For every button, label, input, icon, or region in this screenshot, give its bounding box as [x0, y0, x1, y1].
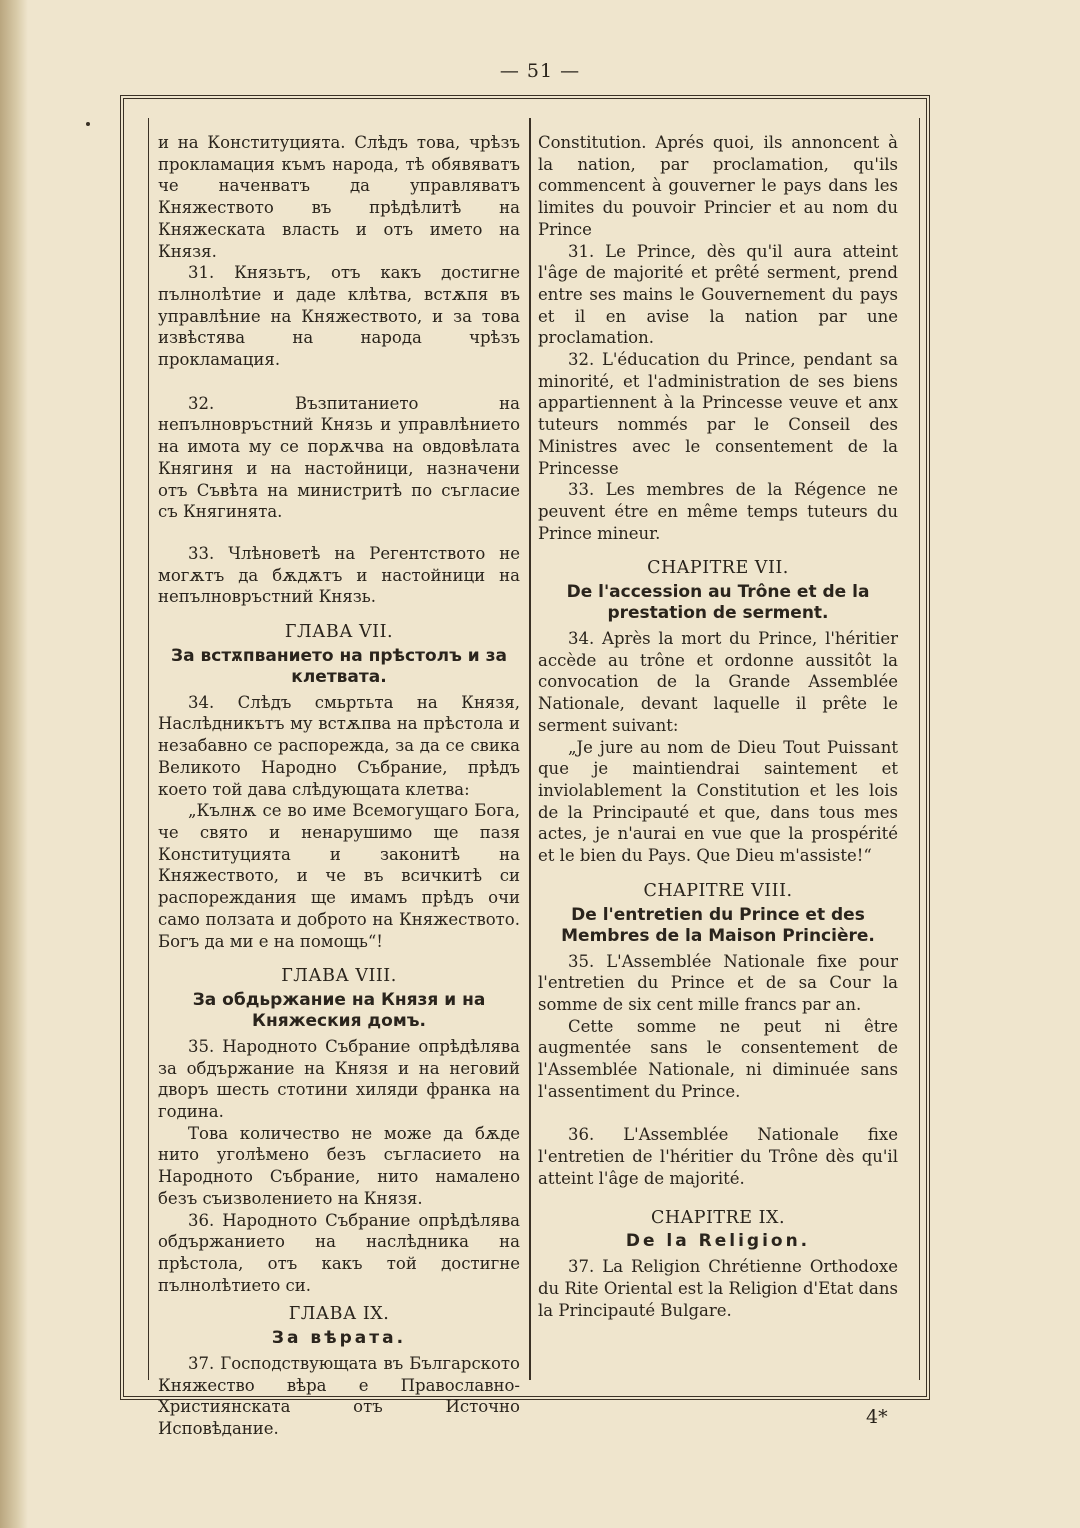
chapter-7-heading-fr: CHAPITRE VII.	[647, 558, 789, 579]
column-divider	[529, 118, 531, 1380]
chapter-7-title-fr: De l'accession au Trône et de la prestation de serment.	[566, 582, 870, 624]
french-column	[538, 132, 898, 1321]
article-33-bg: 33. Члѣноветѣ на Регентството не могѫтъ да бѫдѫтъ и настойници на непълновръстний Князь.	[158, 543, 520, 607]
oath-fr: „Je jure au nom de Dieu Tout Puissant que je maintiendrai saintement et inviolablement la Constitution et les lois de la Principauté et que, dans tous mes actes, je n'aurai en vue que la prospérité et le bien du Pays. Que Dieu m'assiste!“	[538, 737, 898, 866]
page-spine-shadow	[0, 0, 28, 1528]
chapter-9-title-bg: За вѣрата.	[271, 1328, 407, 1349]
paragraph-intro-bg: и на Конституцията. Слѣдъ това, чрѣзъ прокламация къмъ народа, тѣ обявяватъ че наченватъ да управляватъ Княжеството въ прѣдѣлитѣ на Княжеската власть и отъ името на Князя.	[158, 133, 520, 261]
signature-mark: 4*	[866, 1406, 888, 1428]
page-speck	[86, 122, 90, 126]
article-34-fr: 34. Après la mort du Prince, l'héritier accède au trône et ordonne aussitôt la convocation de la Grande Assemblée Nationale, devant laquelle il prête le serment suivant:	[538, 629, 898, 735]
article-36-bg: 36. Народното Събрание опрѣдѣлява обдържанието на наслѣдника на прѣстола, отъ какъ той достигне пълнолѣтието си.	[158, 1210, 520, 1295]
article-37-fr: 37. La Religion Chrétienne Orthodoxe du Rite Oriental est la Religion d'Etat dans la Principauté Bulgare.	[538, 1257, 898, 1320]
page-number: — 51 —	[499, 60, 581, 82]
chapter-8-heading-bg: ГЛАВА VIII.	[281, 966, 397, 987]
paragraph-intro-fr: Constitution. Aprés quoi, ils annoncent à la nation, par proclamation, qu'ils commencent à gouverner le pays dans les limites du pouvoir Princier et au nom du Prince	[538, 133, 898, 239]
chapter-7-title-bg: За встѫпванието на прѣстолъ и за клетвата.	[171, 645, 507, 687]
article-36-fr: 36. L'Assemblée Nationale fixe l'entretien de l'héritier du Trône dès qu'il atteint l'âge de majorité.	[538, 1125, 898, 1188]
chapter-7-heading-bg: ГЛАВА VII.	[284, 622, 394, 643]
article-35-fr: 35. L'Assemblée Nationale fixe pour l'entretien du Prince et de sa Cour la somme de six cent mille francs par an.	[538, 951, 898, 1014]
article-35-cont-fr: Cette somme ne peut ni être augmentée sans le consentement de l'Assemblée Nationale, ni diminuée sans l'assentiment du Prince.	[538, 1016, 898, 1101]
chapter-9-title-fr: De la Religion.	[625, 1231, 811, 1252]
article-32-fr: 32. L'éducation du Prince, pendant sa minorité, et l'administration de ses biens appartiennent à la Princesse veuve et anx tuteurs nommés par le Conseil des Ministres avec le consentement de la Princesse	[538, 350, 898, 478]
chapter-9-heading-fr: CHAPITRE IX.	[650, 1207, 786, 1228]
bulgarian-column	[158, 132, 520, 1440]
chapter-9-heading-bg: ГЛАВА IX.	[288, 1304, 390, 1325]
article-33-fr: 33. Les membres de la Régence ne peuvent étre en même temps tuteurs du Prince mineur.	[538, 480, 898, 543]
article-34-bg: 34. Слѣдъ смьртьта на Князя, Наслѣдникътъ му встѫпва на прѣстола и незабавно се распорежда, за да се свика Великото Народно Събрание, прѣдъ което той дава слѣдующата клетва:	[158, 692, 520, 799]
article-31-bg: 31. Князьтъ, отъ какъ достигне пълнолѣтие и даде клѣтва, встѫпя въ управлѣние на Княжеството, и за това извѣстява на народа чрѣзъ прокламация.	[158, 263, 520, 370]
chapter-8-title-fr: De l'entretien du Prince et des Membres de la Maison Princière.	[561, 904, 875, 946]
article-35-bg: 35. Народното Събрание опрѣдѣлява за обдържание на Князя и на неговий дворъ шесть стотини хиляди франка на година.	[158, 1036, 520, 1122]
chapter-8-heading-fr: CHAPITRE VIII.	[643, 880, 793, 901]
oath-bg: „Кълнѫ се во име Всемогущаго Бога, че свято и ненарушимо ще пазя Конституцията и законитѣ на Княжеството, и че въ всичкитѣ си распореждания ще имамъ прѣдъ очи само ползата и доброто на Княжеството. Богъ да ми е на помощь“!	[158, 801, 520, 951]
article-31-fr: 31. Le Prince, dès qu'il aura atteint l'âge de majorité et prêté serment, prend entre ses mains le Gouvernement du pays et il en avise la nation par une proclamation.	[538, 241, 898, 348]
article-37-bg: 37. Господствующата въ Българското Княжество вѣра е Православно-Християнската отъ Источно Исповѣдание.	[158, 1354, 520, 1439]
article-35-cont-bg: Това количество не може да бѫде нито уголѣмено безъ съгласието на Народното Събрание, нито намалено безъ съизволението на Князя.	[158, 1123, 520, 1208]
chapter-8-title-bg: За обдьржание на Князя и на Княжеския домъ.	[192, 989, 486, 1031]
article-32-bg: 32. Възпитанието на непълновръстний Князь и управлѣнието на имота му се порѫчва на овдовѣлата Княгиня и на настойници, назначени отъ Съвѣта на министритѣ по съгласие съ Княгинята.	[158, 393, 520, 522]
